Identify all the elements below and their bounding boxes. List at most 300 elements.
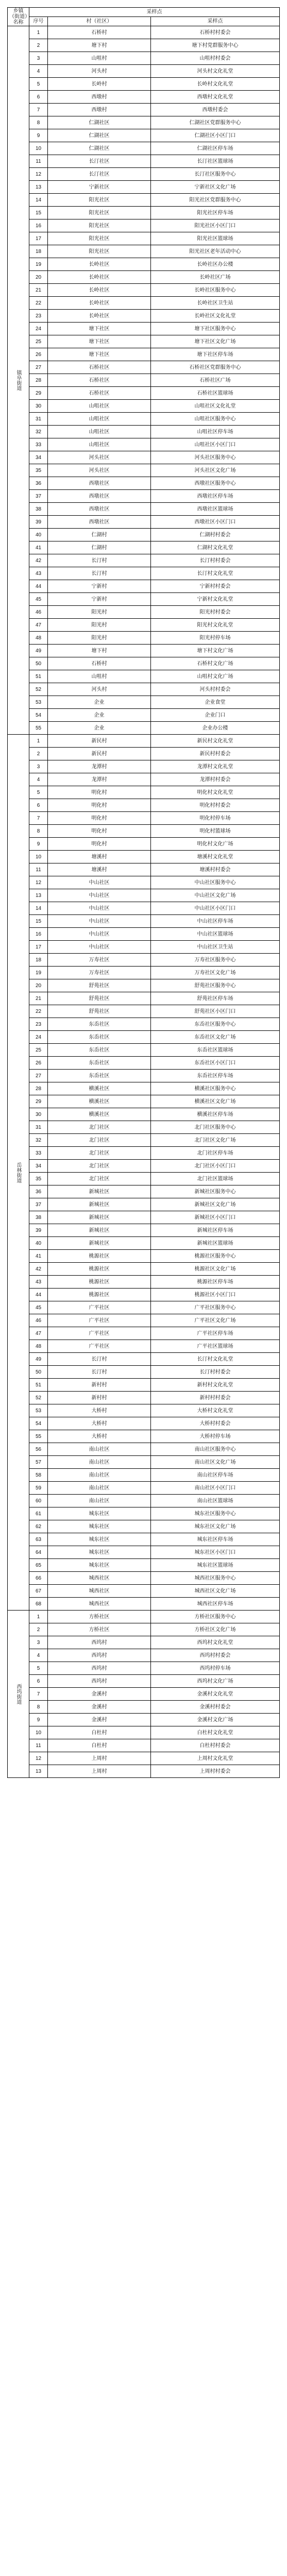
sampling-site-cell: 舒苑社区停车场 [151,992,280,1005]
sampling-site-cell: 北门社区文化广场 [151,1134,280,1147]
row-index-cell: 64 [29,1546,48,1559]
table-row [8,451,280,464]
village-name-cell: 长岭村 [48,78,151,91]
table-row [8,1070,280,1082]
table-row [8,529,280,541]
table-row [8,1005,280,1018]
village-name-cell: 西墩村 [48,104,151,116]
village-name-cell: 山咀村 [48,52,151,65]
village-name-cell: 上周村 [48,1765,151,1778]
table-row [8,78,280,91]
row-index-cell: 29 [29,387,48,400]
table-row [8,413,280,426]
sampling-site-cell: 新民村村委会 [151,748,280,760]
village-name-cell: 阳光社区 [48,219,151,232]
village-name-cell: 城东社区 [48,1520,151,1533]
row-index-cell: 13 [29,889,48,902]
addr-header: 采样点 [151,17,280,26]
row-index-cell: 12 [29,168,48,181]
row-index-cell: 5 [29,1662,48,1675]
sampling-site-cell: 河头村文化礼堂 [151,65,280,78]
row-index-cell: 58 [29,1469,48,1482]
table-row [8,181,280,194]
row-index-cell: 27 [29,361,48,374]
row-index-cell: 49 [29,645,48,657]
row-index-cell: 23 [29,1018,48,1031]
village-name-cell: 石桥社区 [48,387,151,400]
sampling-site-cell: 城西社区服务中心 [151,1572,280,1585]
table-row [8,284,280,297]
table-row [8,129,280,142]
table-row [8,799,280,812]
sampling-site-cell: 龙潭村村委会 [151,773,280,786]
village-name-cell: 塘下社区 [48,335,151,348]
sampling-site-cell: 阳光社区党群服务中心 [151,194,280,207]
row-index-cell: 18 [29,954,48,967]
table-row [8,1546,280,1559]
sampling-site-cell: 南山社区小区门口 [151,1482,280,1495]
village-name-cell: 石桥村 [48,26,151,39]
sampling-site-cell: 龙潭村文化礼堂 [151,760,280,773]
village-name-cell: 北门社区 [48,1160,151,1173]
table-row [8,1533,280,1546]
table-row [8,1598,280,1611]
sampling-site-cell: 南山社区篮球场 [151,1495,280,1507]
row-index-cell: 53 [29,696,48,709]
table-row [8,606,280,619]
sampling-site-cell: 东岙社区小区门口 [151,1057,280,1070]
village-name-cell: 石桥社区 [48,374,151,387]
row-index-cell: 15 [29,207,48,219]
sampling-site-cell: 山咀村文化广场 [151,670,280,683]
sampling-site-cell: 万寿社区服务中心 [151,954,280,967]
row-index-cell: 47 [29,619,48,632]
row-index-cell: 51 [29,670,48,683]
sampling-site-cell: 中山社区小区门口 [151,902,280,915]
sampling-site-cell: 横溪社区停车场 [151,1108,280,1121]
row-index-cell: 6 [29,799,48,812]
idx-header: 序号 [29,17,48,26]
row-index-cell: 4 [29,65,48,78]
row-index-cell: 30 [29,1108,48,1121]
village-name-cell: 上周村 [48,1752,151,1765]
table-row [8,1611,280,1623]
table-body [8,26,280,1778]
row-index-cell: 26 [29,1057,48,1070]
row-index-cell: 61 [29,1507,48,1520]
row-index-cell: 9 [29,838,48,851]
table-row [8,1327,280,1340]
row-index-cell: 26 [29,348,48,361]
sampling-site-cell: 长汀村文化礼堂 [151,567,280,580]
table-row [8,1134,280,1147]
table-row [8,1739,280,1752]
sampling-site-cell: 北门社区停车场 [151,1147,280,1160]
table-row [8,297,280,310]
row-index-cell: 46 [29,606,48,619]
row-index-cell: 36 [29,477,48,490]
table-row [8,142,280,155]
sampling-site-cell: 石桥村文化广场 [151,657,280,670]
row-index-cell: 15 [29,915,48,928]
row-index-cell: 10 [29,142,48,155]
sampling-site-cell: 长汀村文化礼堂 [151,1353,280,1366]
table-row [8,1198,280,1211]
row-index-cell: 30 [29,400,48,413]
sampling-site-cell: 石桥社区篮球场 [151,387,280,400]
village-name-cell: 明化村 [48,825,151,838]
village-name-cell: 南山社区 [48,1469,151,1482]
village-name-cell: 舒苑社区 [48,979,151,992]
sampling-site-cell: 城东社区文化广场 [151,1520,280,1533]
village-name-cell: 大桥村 [48,1404,151,1417]
sampling-site-cell: 城东社区篮球场 [151,1559,280,1572]
sampling-site-cell: 长岭社区服务中心 [151,284,280,297]
row-index-cell: 14 [29,194,48,207]
village-name-cell: 长岭社区 [48,297,151,310]
row-index-cell: 24 [29,323,48,335]
row-index-cell: 8 [29,116,48,129]
sampling-site-cell: 西坞村村委会 [151,1649,280,1662]
sampling-site-cell: 河头社区文化广场 [151,464,280,477]
sampling-site-cell: 长岭社区办公楼 [151,258,280,271]
row-index-cell: 12 [29,876,48,889]
village-name-cell: 西坞村 [48,1675,151,1688]
row-index-cell: 33 [29,1147,48,1160]
village-name-cell: 塘下社区 [48,348,151,361]
table-row [8,168,280,181]
row-index-cell: 28 [29,1082,48,1095]
row-index-cell: 41 [29,1250,48,1263]
village-name-cell: 广平社区 [48,1314,151,1327]
sampling-site-cell: 山咀村村委会 [151,52,280,65]
table-row [8,1469,280,1482]
sampling-site-cell: 塘溪村村委会 [151,863,280,876]
sampling-site-cell: 东岙社区文化广场 [151,1031,280,1044]
table-row [8,902,280,915]
table-row [8,1404,280,1417]
village-name-cell: 长岭社区 [48,284,151,297]
sampling-site-cell: 大桥村停车场 [151,1430,280,1443]
sampling-site-cell: 阳光村村委会 [151,606,280,619]
village-name-cell: 横溪社区 [48,1082,151,1095]
row-index-cell: 21 [29,284,48,297]
village-name-cell: 中山社区 [48,928,151,941]
row-index-cell: 2 [29,1623,48,1636]
village-name-cell: 北门社区 [48,1173,151,1185]
sampling-site-cell: 大桥村文化礼堂 [151,1404,280,1417]
row-index-cell: 19 [29,258,48,271]
table-row [8,1662,280,1675]
sampling-site-cell: 阳光社区老年活动中心 [151,245,280,258]
sampling-site-cell: 长岭村文化礼堂 [151,78,280,91]
table-row [8,387,280,400]
table-row [8,1675,280,1688]
village-name-cell: 南山社区 [48,1456,151,1469]
village-name-cell: 宁新村 [48,580,151,593]
row-index-cell: 38 [29,1211,48,1224]
sampling-site-cell: 大桥村村委会 [151,1417,280,1430]
row-index-cell: 21 [29,992,48,1005]
table-row [8,1031,280,1044]
row-index-cell: 4 [29,1649,48,1662]
sampling-site-cell: 南山社区停车场 [151,1469,280,1482]
row-index-cell: 11 [29,863,48,876]
village-name-cell: 山咀社区 [48,413,151,426]
row-index-cell: 17 [29,232,48,245]
sampling-site-cell: 金溪村文化礼堂 [151,1688,280,1701]
row-index-cell: 13 [29,1765,48,1778]
table-row [8,335,280,348]
village-name-cell: 龙潭村 [48,773,151,786]
row-index-cell: 63 [29,1533,48,1546]
village-name-cell: 河头社区 [48,464,151,477]
sampling-site-cell: 塘溪村文化礼堂 [151,851,280,863]
village-name-cell: 新村村 [48,1379,151,1392]
village-name-cell: 中山社区 [48,941,151,954]
sampling-site-cell: 新民村文化礼堂 [151,735,280,748]
village-name-cell: 明化村 [48,812,151,825]
table-row [8,1237,280,1250]
village-name-cell: 桃源社区 [48,1276,151,1289]
table-row [8,1289,280,1301]
sampling-site-cell: 舒苑社区服务中心 [151,979,280,992]
table-row [8,1585,280,1598]
row-index-cell: 42 [29,1263,48,1276]
table-row [8,735,280,748]
table-row [8,657,280,670]
village-name-cell: 舒苑社区 [48,1005,151,1018]
village-name-cell: 阳光村 [48,619,151,632]
row-index-cell: 55 [29,1430,48,1443]
village-name-cell: 城西社区 [48,1598,151,1611]
row-index-cell: 54 [29,1417,48,1430]
row-index-cell: 5 [29,786,48,799]
village-name-cell: 南山社区 [48,1495,151,1507]
table-row [8,348,280,361]
village-name-cell: 长汀村 [48,1366,151,1379]
sampling-site-cell: 中山社区停车场 [151,915,280,928]
village-name-cell: 广平社区 [48,1327,151,1340]
sampling-site-cell: 塘下村文化广场 [151,645,280,657]
table-row [8,1572,280,1585]
row-index-cell: 32 [29,1134,48,1147]
sampling-site-cell: 舒苑社区小区门口 [151,1005,280,1018]
row-index-cell: 68 [29,1598,48,1611]
sampling-site-cell: 中山社区卫生站 [151,941,280,954]
sampling-site-cell: 长汀村村委会 [151,554,280,567]
village-name-cell: 仁湖社区 [48,116,151,129]
row-index-cell: 3 [29,52,48,65]
table-row [8,1765,280,1778]
table-row [8,400,280,413]
sampling-site-cell: 万寿社区文化广场 [151,967,280,979]
row-index-cell: 25 [29,1044,48,1057]
row-index-cell: 50 [29,657,48,670]
sampling-site-cell: 横溪社区服务中心 [151,1082,280,1095]
row-index-cell: 11 [29,1739,48,1752]
table-row [8,554,280,567]
village-name-cell: 横溪社区 [48,1108,151,1121]
sampling-site-cell: 城西社区停车场 [151,1598,280,1611]
row-index-cell: 27 [29,1070,48,1082]
village-name-cell: 新城社区 [48,1237,151,1250]
table-row [8,258,280,271]
sampling-site-cell: 南山社区文化广场 [151,1456,280,1469]
sampling-site-cell: 仁湖社区党群服务中心 [151,116,280,129]
table-row [8,490,280,503]
sampling-site-cell: 桃源社区小区门口 [151,1289,280,1301]
village-name-cell: 河头村 [48,65,151,78]
village-name-cell: 中山社区 [48,876,151,889]
town-name-cell: 岳林街道 [8,735,29,1611]
table-row [8,1147,280,1160]
sampling-site-cell: 方桥社区文化广场 [151,1623,280,1636]
sampling-site-cell: 横溪社区文化广场 [151,1095,280,1108]
sampling-site-cell: 西坞村停车场 [151,1662,280,1675]
table-row [8,967,280,979]
sampling-site-cell: 北门社区服务中心 [151,1121,280,1134]
row-index-cell: 16 [29,928,48,941]
village-name-cell: 仁湖社区 [48,129,151,142]
village-name-cell: 山咀社区 [48,438,151,451]
row-index-cell: 19 [29,967,48,979]
table-row [8,1276,280,1289]
row-index-cell: 2 [29,748,48,760]
village-name-cell: 山咀社区 [48,426,151,438]
row-index-cell: 18 [29,245,48,258]
sampling-site-cell: 河头村村委会 [151,683,280,696]
village-name-cell: 桃源社区 [48,1263,151,1276]
row-index-cell: 1 [29,26,48,39]
table-row [8,992,280,1005]
table-row [8,155,280,168]
village-name-cell: 长汀社区 [48,155,151,168]
table-row [8,426,280,438]
village-name-cell: 舒苑社区 [48,992,151,1005]
sampling-site-cell: 塘下社区文化广场 [151,335,280,348]
sampling-site-cell: 西坞村文化广场 [151,1675,280,1688]
table-row [8,1263,280,1276]
table-row [8,541,280,554]
village-name-cell: 石桥社区 [48,361,151,374]
village-name-cell: 塘下村 [48,645,151,657]
village-name-cell: 仁湖村 [48,529,151,541]
table-row [8,516,280,529]
village-name-cell: 西坞村 [48,1662,151,1675]
row-index-cell: 8 [29,1701,48,1714]
village-name-cell: 北门社区 [48,1121,151,1134]
row-index-cell: 44 [29,1289,48,1301]
row-index-cell: 56 [29,1443,48,1456]
row-index-cell: 17 [29,941,48,954]
row-index-cell: 22 [29,1005,48,1018]
row-index-cell: 23 [29,310,48,323]
sampling-site-cell: 方桥社区服务中心 [151,1611,280,1623]
sampling-site-cell: 阳光村停车场 [151,632,280,645]
village-name-cell: 长汀村 [48,567,151,580]
row-index-cell: 55 [29,722,48,735]
village-name-cell: 宁新村 [48,593,151,606]
village-name-cell: 桃源社区 [48,1289,151,1301]
sampling-site-cell: 宁新村文化礼堂 [151,593,280,606]
village-name-cell: 塘溪村 [48,863,151,876]
table-row [8,1417,280,1430]
village-name-cell: 东岙社区 [48,1070,151,1082]
row-index-cell: 45 [29,593,48,606]
table-row [8,863,280,876]
village-name-cell: 南山社区 [48,1443,151,1456]
row-index-cell: 52 [29,1392,48,1404]
row-index-cell: 36 [29,1185,48,1198]
town-name-cell: 镇阜街道 [8,26,29,735]
town-header: 乡镇（街道）名称 [8,8,29,26]
table-row [8,232,280,245]
table-row [8,1649,280,1662]
table-row [8,1726,280,1739]
village-name-cell: 明化村 [48,786,151,799]
village-name-cell: 中山社区 [48,902,151,915]
row-index-cell: 42 [29,554,48,567]
town-name-cell: 西坞街道 [8,1611,29,1778]
table-row [8,580,280,593]
table-row [8,245,280,258]
table-row [8,464,280,477]
village-name-cell: 城东社区 [48,1533,151,1546]
sampling-site-cell: 阳光社区篮球场 [151,232,280,245]
table-row [8,1636,280,1649]
table-row [8,1701,280,1714]
sampling-site-cell: 北门社区小区门口 [151,1160,280,1173]
village-name-cell: 长汀村 [48,554,151,567]
row-index-cell: 62 [29,1520,48,1533]
row-index-cell: 48 [29,632,48,645]
sampling-site-cell: 西坞村文化礼堂 [151,1636,280,1649]
row-index-cell: 34 [29,451,48,464]
village-name-cell: 阳光社区 [48,232,151,245]
village-name-cell: 万寿社区 [48,967,151,979]
sampling-site-cell: 仁湖社区停车场 [151,142,280,155]
table-row [8,567,280,580]
table-row [8,219,280,232]
table-row [8,851,280,863]
table-row [8,1082,280,1095]
village-name-cell: 塘下村 [48,39,151,52]
village-name-cell: 阳光村 [48,632,151,645]
sampling-site-cell: 塘下社区停车场 [151,348,280,361]
row-index-cell: 41 [29,541,48,554]
village-name-cell: 桃源社区 [48,1250,151,1263]
sampling-site-cell: 长汀社区服务中心 [151,168,280,181]
village-header: 村（社区） [48,17,151,26]
sampling-site-cell: 东岙社区停车场 [151,1070,280,1082]
table-row [8,374,280,387]
village-name-cell: 城西社区 [48,1585,151,1598]
row-index-cell: 59 [29,1482,48,1495]
table-row [8,1095,280,1108]
village-name-cell: 北门社区 [48,1147,151,1160]
table-row [8,670,280,683]
row-index-cell: 5 [29,78,48,91]
table-row [8,1173,280,1185]
table-row [8,116,280,129]
village-name-cell: 新民村 [48,748,151,760]
row-index-cell: 16 [29,219,48,232]
table-row [8,207,280,219]
village-name-cell: 东岙社区 [48,1018,151,1031]
row-index-cell: 1 [29,1611,48,1623]
village-name-cell: 万寿社区 [48,954,151,967]
